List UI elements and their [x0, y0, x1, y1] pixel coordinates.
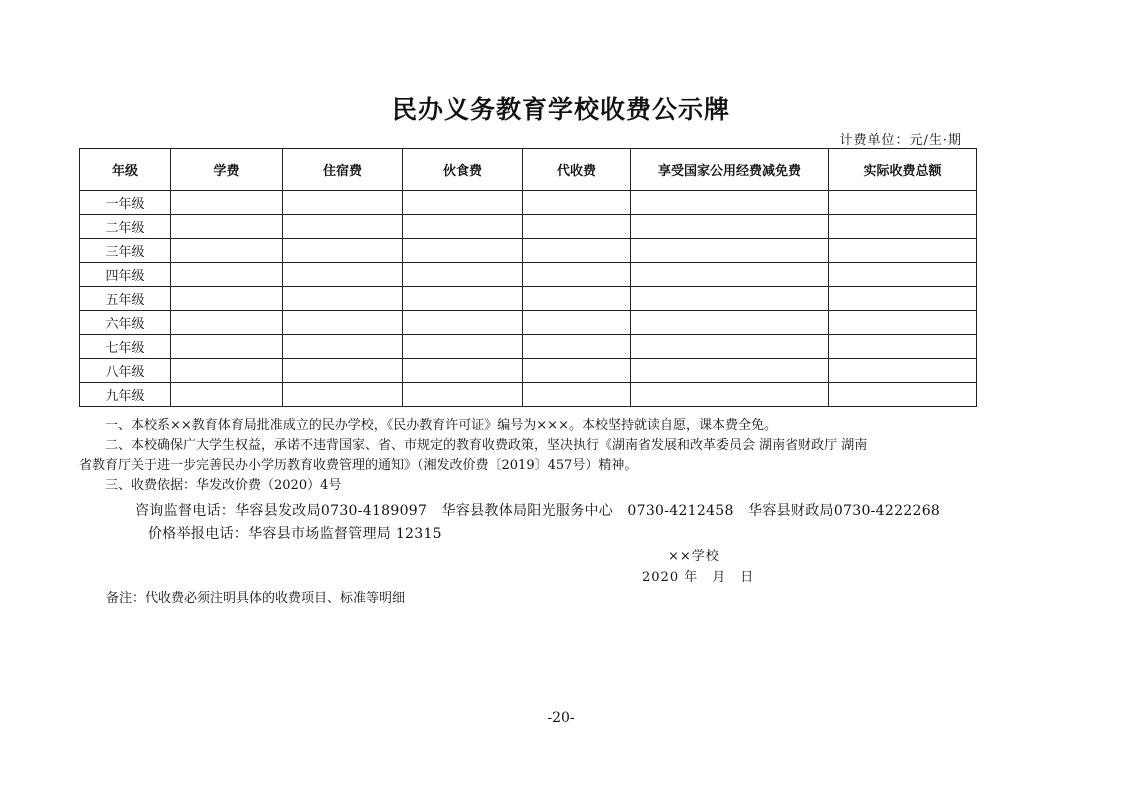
table-row: [80, 191, 977, 215]
notes-section: [79, 416, 979, 496]
grade-cell: 七年级: [80, 335, 171, 359]
note-2: 二、本校确保广大学生权益，承诺不违背国家、省、市规定的教育收费政策，坚决执行《湖南省发展和改革委员会 湖南省财政厅 湖南: [105, 438, 868, 453]
sign-date: 2020 年 月 日: [642, 570, 755, 585]
header-tuition: 学费: [171, 149, 283, 191]
table-row: [80, 311, 977, 335]
fee-table: [79, 148, 977, 407]
note-1: 一、本校系××教育体育局批准成立的民办学校，《民办教育许可证》编号为×××。本校坚持就读自愿，课本费全免。: [105, 418, 777, 433]
table-row: [80, 383, 977, 407]
header-grade: 年级: [80, 149, 171, 191]
table-row: [80, 263, 977, 287]
table-row: [80, 287, 977, 311]
table-row: [80, 335, 977, 359]
header-public-fund-reduction: 享受国家公用经费减免费: [631, 149, 829, 191]
grade-cell: 二年级: [80, 215, 171, 239]
price-report-phone: 价格举报电话：华容县市场监督管理局 12315: [148, 526, 442, 542]
table-header-row: [80, 149, 977, 191]
table-row: [80, 359, 977, 383]
header-collected-fees: 代收费: [523, 149, 631, 191]
billing-unit: 计费单位：元/生·期: [839, 133, 962, 148]
school-name: ××学校: [668, 549, 720, 564]
grade-cell: 五年级: [80, 287, 171, 311]
page-title: 民办义务教育学校收费公示牌: [391, 95, 730, 124]
page-number: -20-: [547, 710, 575, 726]
grade-cell: 一年级: [80, 191, 171, 215]
grade-cell: 六年级: [80, 311, 171, 335]
note-2-continued: 省教育厅关于进一步完善民办小学历教育收费管理的通知》（湘发改价费〔2019〕457号）精神。: [79, 458, 638, 473]
grade-cell: 三年级: [80, 239, 171, 263]
grade-cell: 九年级: [80, 383, 171, 407]
header-meals: 伙食费: [403, 149, 523, 191]
note-3: 三、收费依据：华发改价费（2020）4号: [105, 478, 342, 493]
grade-cell: 八年级: [80, 359, 171, 383]
table-row: [80, 239, 977, 263]
remark: 备注：代收费必须注明具体的收费项目、标准等明细: [106, 591, 406, 606]
consultation-phones: 咨询监督电话：华容县发改局0730-4189097 华容县教体局阳光服务中心 0730-4212458 华容县财政局0730-4222268: [135, 503, 941, 519]
header-actual-total: 实际收费总额: [829, 149, 977, 191]
table-row: [80, 215, 977, 239]
header-accommodation: 住宿费: [283, 149, 403, 191]
grade-cell: 四年级: [80, 263, 171, 287]
